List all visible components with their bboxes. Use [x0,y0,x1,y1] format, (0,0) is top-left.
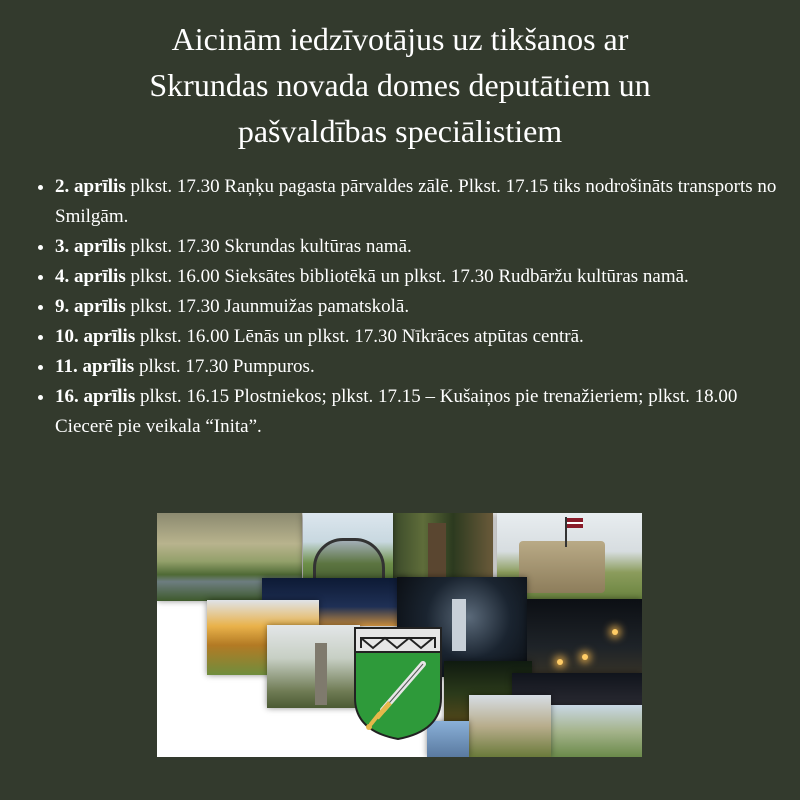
event-date: 10. aprīlis [55,326,136,347]
street-lamp [612,629,618,635]
title-line: pašvaldības speciālistiem [237,113,563,149]
event-item [55,232,795,262]
event-item [55,262,795,292]
event-date: 16. aprīlis [55,386,136,407]
event-date: 2. aprīlis [55,176,126,197]
event-details: plkst. 17.30 Raņķu pagasta pārvaldes zālē. Plkst. 17.15 tiks nodrošināts transports no Smilgām. [55,176,777,227]
event-item [55,382,795,442]
event-details: plkst. 17.30 Jaunmuižas pamatskolā. [125,296,410,317]
event-details: plkst. 16.00 Sieksātes bibliotēkā un plkst. 17.30 Rudbāržu kultūras namā. [125,266,689,287]
event-list [28,172,795,442]
event-item [55,352,795,382]
photo-collage [157,513,642,757]
title-line: Aicinām iedzīvotājus uz tikšanos ar [171,21,629,57]
stone-post [315,643,327,705]
church-spire [452,599,466,651]
ruin-wall [519,541,605,593]
latvian-flag-icon [567,518,583,528]
event-details: plkst. 17.30 Skrundas kultūras namā. [125,236,412,257]
title-line: Skrundas novada domes deputātiem un [149,67,651,103]
event-date: 4. aprīlis [55,266,126,287]
manor-house-photo [469,695,551,757]
coat-of-arms-icon [353,626,443,741]
event-item [55,322,795,352]
street-lamp [582,654,588,660]
forest-photo [393,513,493,583]
park-gate-photo [303,513,393,585]
event-item [55,172,795,232]
event-details: plkst. 16.15 Plostniekos; plkst. 17.15 – Kušaiņos pie trenažieriem; plkst. 18.00 Ciecerē pie veikala “Inita”. [55,386,738,437]
event-details: plkst. 16.00 Lēnās un plkst. 17.30 Nīkrāces atpūtas centrā. [135,326,584,347]
event-date: 3. aprīlis [55,236,126,257]
event-date: 11. aprīlis [55,356,135,377]
tree-trunk [428,523,446,583]
page-title [40,16,760,154]
event-item [55,292,795,322]
memorial-stone-photo [267,625,360,708]
gate-shape [313,538,385,582]
street-lamp [557,659,563,665]
event-date: 9. aprīlis [55,296,126,317]
street-lights-photo [527,599,642,679]
event-details: plkst. 17.30 Pumpuros. [134,356,315,377]
